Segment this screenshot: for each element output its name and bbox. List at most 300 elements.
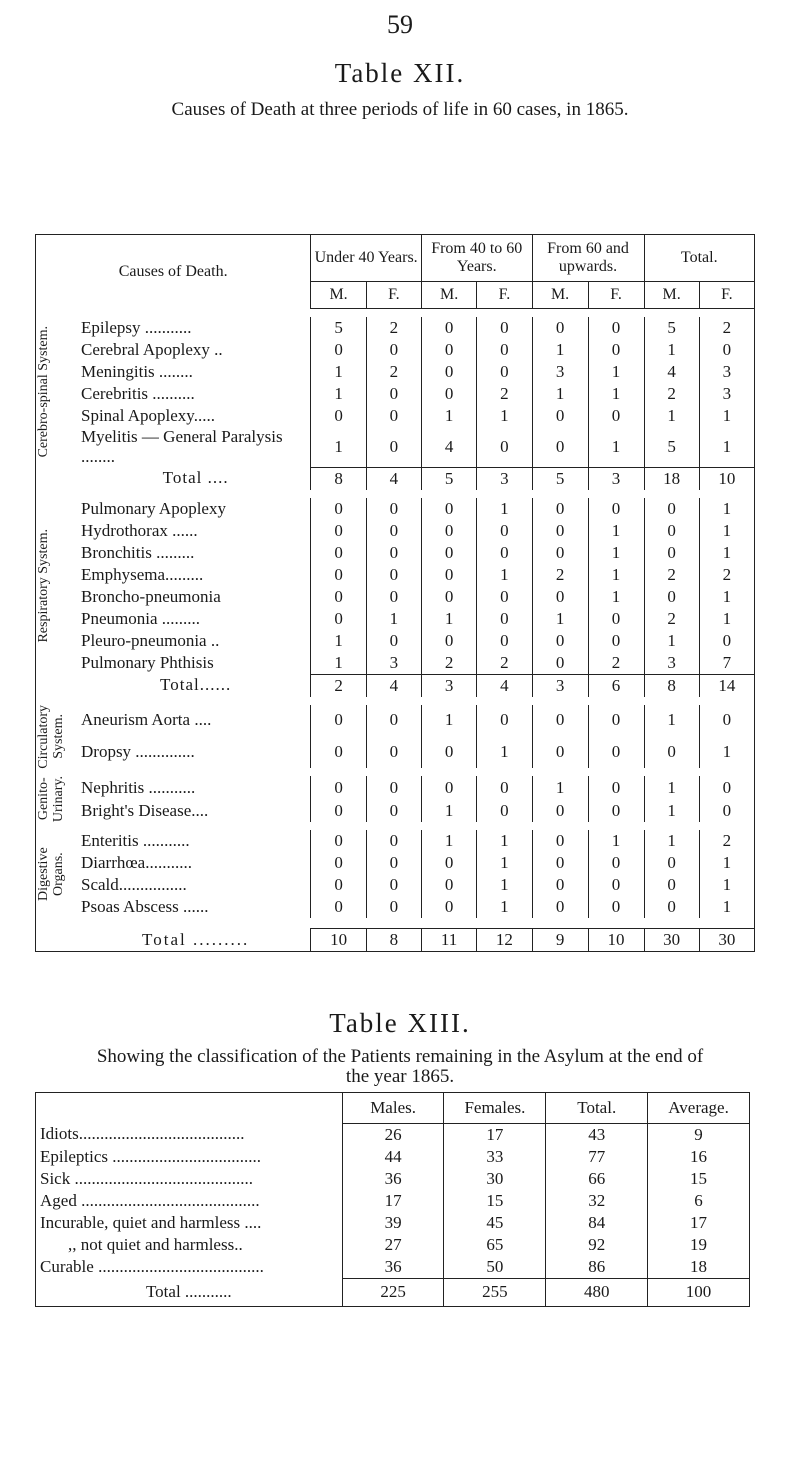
cell-value: 0 bbox=[311, 830, 367, 852]
cell-value: 0 bbox=[588, 498, 644, 520]
cell-value: 1 bbox=[477, 405, 532, 427]
group-total-value: 4 bbox=[477, 674, 532, 697]
group-total-value: 2 bbox=[311, 674, 367, 697]
cell-value: 32 bbox=[546, 1190, 648, 1212]
spacer-row bbox=[36, 822, 755, 830]
cell-value: 2 bbox=[477, 652, 532, 675]
cause-label: Diarrhœa........... bbox=[81, 852, 311, 874]
table-row bbox=[36, 630, 755, 652]
cell-value: 0 bbox=[366, 498, 421, 520]
cell-value: 0 bbox=[477, 608, 532, 630]
cell-value: 0 bbox=[532, 705, 588, 737]
cell-value: 0 bbox=[366, 874, 421, 896]
cell-value: 1 bbox=[532, 383, 588, 405]
table-row bbox=[36, 852, 755, 874]
group-total-value: 3 bbox=[421, 674, 476, 697]
cell-value: 1 bbox=[588, 427, 644, 467]
cell-value: 92 bbox=[546, 1234, 648, 1256]
cell-value: 0 bbox=[366, 776, 421, 799]
cell-value: 1 bbox=[421, 830, 476, 852]
cell-value: 0 bbox=[366, 427, 421, 467]
column-header: Average. bbox=[648, 1093, 750, 1124]
cell-value: 0 bbox=[644, 896, 699, 918]
cause-label: Nephritis ........... bbox=[81, 776, 311, 799]
cell-value: 0 bbox=[311, 896, 367, 918]
cell-value: 0 bbox=[311, 799, 367, 822]
cell-value: 1 bbox=[421, 608, 476, 630]
cell-value: 1 bbox=[644, 339, 699, 361]
cell-value: 0 bbox=[532, 736, 588, 768]
cell-value: 86 bbox=[546, 1256, 648, 1279]
cell-value: 0 bbox=[532, 874, 588, 896]
cell-value: 1 bbox=[699, 874, 754, 896]
cell-value: 0 bbox=[644, 874, 699, 896]
cause-label: Pulmonary Apoplexy bbox=[81, 498, 311, 520]
cell-value: 1 bbox=[699, 405, 754, 427]
table-row bbox=[36, 1212, 750, 1234]
table-row bbox=[36, 1234, 750, 1256]
cell-value: 0 bbox=[366, 705, 421, 737]
spacer-row bbox=[36, 490, 755, 498]
group-total-value: 5 bbox=[421, 467, 476, 490]
total-value: 480 bbox=[546, 1278, 648, 1307]
column-header: Females. bbox=[444, 1093, 546, 1124]
cell-value: 0 bbox=[532, 586, 588, 608]
cause-label: Bronchitis ......... bbox=[81, 542, 311, 564]
table-row bbox=[36, 1190, 750, 1212]
group-total-value: 8 bbox=[311, 467, 367, 490]
cell-value: 0 bbox=[421, 630, 476, 652]
group-total-value: 3 bbox=[477, 467, 532, 490]
cell-value: 0 bbox=[421, 896, 476, 918]
female-header: F. bbox=[477, 282, 532, 309]
cell-value: 0 bbox=[532, 799, 588, 822]
cell-value: 1 bbox=[311, 361, 367, 383]
row-label: Curable ....................................... bbox=[36, 1256, 343, 1279]
cause-label: Dropsy .............. bbox=[81, 736, 311, 768]
cell-value: 1 bbox=[477, 736, 532, 768]
cell-value: 0 bbox=[366, 339, 421, 361]
group-total-value: 18 bbox=[644, 467, 699, 490]
table-xii bbox=[35, 234, 755, 952]
cell-value: 0 bbox=[588, 317, 644, 339]
period-header: Total. bbox=[644, 235, 755, 282]
cause-label: Cerebral Apoplexy .. bbox=[81, 339, 311, 361]
group-total-value: 4 bbox=[366, 467, 421, 490]
male-header: M. bbox=[421, 282, 476, 309]
group-total-value: 3 bbox=[532, 674, 588, 697]
cell-value: 0 bbox=[477, 317, 532, 339]
cell-value: 0 bbox=[311, 874, 367, 896]
cell-value: 2 bbox=[477, 383, 532, 405]
cell-value: 0 bbox=[421, 520, 476, 542]
cell-value: 0 bbox=[311, 339, 367, 361]
cell-value: 0 bbox=[477, 630, 532, 652]
table-row bbox=[36, 405, 755, 427]
cell-value: 0 bbox=[366, 830, 421, 852]
group-total-value: 6 bbox=[588, 674, 644, 697]
cell-value: 1 bbox=[644, 405, 699, 427]
cell-value: 18 bbox=[648, 1256, 750, 1279]
cell-value: 3 bbox=[532, 361, 588, 383]
cell-value: 0 bbox=[588, 405, 644, 427]
table13-subtitle-line2: the year 1865. bbox=[345, 1066, 455, 1087]
cell-value: 66 bbox=[546, 1168, 648, 1190]
cell-value: 0 bbox=[644, 852, 699, 874]
cell-value: 1 bbox=[421, 405, 476, 427]
table-row bbox=[36, 736, 755, 768]
cell-value: 27 bbox=[342, 1234, 444, 1256]
cell-value: 0 bbox=[366, 852, 421, 874]
cell-value: 0 bbox=[644, 498, 699, 520]
cell-value: 17 bbox=[342, 1190, 444, 1212]
cell-value: 15 bbox=[444, 1190, 546, 1212]
cell-value: 5 bbox=[644, 317, 699, 339]
grand-total-value: 30 bbox=[699, 929, 754, 952]
cell-value: 0 bbox=[366, 542, 421, 564]
cell-value: 3 bbox=[699, 383, 754, 405]
cell-value: 0 bbox=[366, 383, 421, 405]
cell-value: 0 bbox=[366, 405, 421, 427]
cell-value: 1 bbox=[532, 608, 588, 630]
cause-label: Pneumonia ......... bbox=[81, 608, 311, 630]
cell-value: 0 bbox=[532, 520, 588, 542]
cell-value: 0 bbox=[699, 339, 754, 361]
period-header: Under 40 Years. bbox=[311, 235, 422, 282]
cell-value: 0 bbox=[588, 608, 644, 630]
row-label: ,, not quiet and harmless.. bbox=[36, 1234, 343, 1256]
cell-value: 0 bbox=[311, 405, 367, 427]
cell-value: 1 bbox=[477, 852, 532, 874]
cell-value: 36 bbox=[342, 1168, 444, 1190]
cell-value: 0 bbox=[588, 776, 644, 799]
cell-value: 0 bbox=[588, 630, 644, 652]
cell-value: 43 bbox=[546, 1123, 648, 1146]
cell-value: 5 bbox=[311, 317, 367, 339]
cell-value: 33 bbox=[444, 1146, 546, 1168]
cause-label: Psoas Abscess ...... bbox=[81, 896, 311, 918]
table12-subtitle: Causes of Death at three periods of life in 60 cases, in 1865. bbox=[171, 99, 629, 120]
group-total-label: Total...... bbox=[81, 674, 311, 697]
cell-value: 0 bbox=[532, 896, 588, 918]
cause-label: Broncho-pneumonia bbox=[81, 586, 311, 608]
table12-title: Table XII. bbox=[334, 58, 466, 88]
cell-value: 2 bbox=[699, 317, 754, 339]
cause-label: Scald................ bbox=[81, 874, 311, 896]
cell-value: 0 bbox=[477, 339, 532, 361]
table-row bbox=[36, 361, 755, 383]
total-label: Total ........... bbox=[36, 1278, 343, 1307]
cell-value: 0 bbox=[532, 498, 588, 520]
cell-value: 0 bbox=[366, 630, 421, 652]
table-row bbox=[36, 498, 755, 520]
table-row bbox=[36, 799, 755, 822]
cell-value: 17 bbox=[444, 1123, 546, 1146]
table13-subtitle-line1: Showing the classification of the Patients remaining in the Asylum at the end of bbox=[96, 1046, 704, 1067]
cell-value: 0 bbox=[366, 736, 421, 768]
cell-value: 1 bbox=[588, 383, 644, 405]
cell-value: 0 bbox=[644, 586, 699, 608]
cause-label: Emphysema......... bbox=[81, 564, 311, 586]
cell-value: 1 bbox=[699, 608, 754, 630]
table-row bbox=[36, 776, 755, 799]
cell-value: 30 bbox=[444, 1168, 546, 1190]
cell-value: 0 bbox=[699, 799, 754, 822]
table-row bbox=[36, 383, 755, 405]
cell-value: 2 bbox=[421, 652, 476, 675]
table-xiii bbox=[35, 1092, 750, 1307]
cell-value: 0 bbox=[532, 652, 588, 675]
cell-value: 1 bbox=[588, 830, 644, 852]
grand-total-value: 9 bbox=[532, 929, 588, 952]
cell-value: 0 bbox=[588, 736, 644, 768]
cause-label: Spinal Apoplexy..... bbox=[81, 405, 311, 427]
cell-value: 0 bbox=[421, 874, 476, 896]
cause-label: Pleuro-pneumonia .. bbox=[81, 630, 311, 652]
row-label: Idiots....................................... bbox=[36, 1123, 343, 1146]
cell-value: 0 bbox=[588, 705, 644, 737]
grand-total-value: 10 bbox=[588, 929, 644, 952]
cell-value: 1 bbox=[644, 776, 699, 799]
cell-value: 1 bbox=[699, 427, 754, 467]
grand-total-value: 12 bbox=[477, 929, 532, 952]
cell-value: 1 bbox=[477, 896, 532, 918]
cell-value: 1 bbox=[477, 498, 532, 520]
table-row bbox=[36, 896, 755, 918]
period-header: From 40 to 60 Years. bbox=[421, 235, 532, 282]
grand-total-label: Total ......... bbox=[81, 929, 311, 952]
cell-value: 1 bbox=[699, 896, 754, 918]
cell-value: 0 bbox=[477, 776, 532, 799]
table13-title: Table XIII. bbox=[329, 1008, 471, 1038]
total-row bbox=[36, 1278, 750, 1307]
table-row bbox=[36, 542, 755, 564]
cell-value: 0 bbox=[421, 542, 476, 564]
cause-label: Pulmonary Phthisis bbox=[81, 652, 311, 675]
row-label: Aged .......................................... bbox=[36, 1190, 343, 1212]
cell-value: 2 bbox=[588, 652, 644, 675]
cell-value: 0 bbox=[588, 339, 644, 361]
cell-value: 0 bbox=[311, 705, 367, 737]
cause-label: Bright's Disease.... bbox=[81, 799, 311, 822]
cell-value: 2 bbox=[366, 317, 421, 339]
cell-value: 17 bbox=[648, 1212, 750, 1234]
total-value: 255 bbox=[444, 1278, 546, 1307]
cell-value: 2 bbox=[532, 564, 588, 586]
cell-value: 0 bbox=[477, 705, 532, 737]
cell-value: 0 bbox=[588, 852, 644, 874]
group-total-value: 3 bbox=[588, 467, 644, 490]
spacer-row bbox=[36, 768, 755, 776]
cell-value: 0 bbox=[699, 705, 754, 737]
cause-label: Cerebritis .......... bbox=[81, 383, 311, 405]
cell-value: 0 bbox=[421, 736, 476, 768]
cell-value: 2 bbox=[644, 564, 699, 586]
cell-value: 77 bbox=[546, 1146, 648, 1168]
cell-value: 0 bbox=[311, 498, 367, 520]
male-header: M. bbox=[532, 282, 588, 309]
group-total-value: 8 bbox=[644, 674, 699, 697]
cell-value: 3 bbox=[699, 361, 754, 383]
cell-value: 0 bbox=[366, 564, 421, 586]
cell-value: 1 bbox=[311, 427, 367, 467]
cell-value: 1 bbox=[477, 830, 532, 852]
cell-value: 1 bbox=[477, 874, 532, 896]
cell-value: 1 bbox=[311, 630, 367, 652]
cell-value: 1 bbox=[699, 498, 754, 520]
cell-value: 0 bbox=[588, 896, 644, 918]
cell-value: 0 bbox=[644, 736, 699, 768]
table-row bbox=[36, 608, 755, 630]
cell-value: 1 bbox=[699, 852, 754, 874]
cell-value: 0 bbox=[366, 520, 421, 542]
cell-value: 1 bbox=[311, 383, 367, 405]
column-header: Total. bbox=[546, 1093, 648, 1124]
grand-total-value: 8 bbox=[366, 929, 421, 952]
cell-value: 1 bbox=[699, 542, 754, 564]
cell-value: 2 bbox=[366, 361, 421, 383]
cell-value: 0 bbox=[311, 736, 367, 768]
cell-value: 0 bbox=[477, 799, 532, 822]
group-label: Digestive Organs. bbox=[36, 847, 66, 902]
table-row bbox=[36, 705, 755, 737]
cause-label: Hydrothorax ...... bbox=[81, 520, 311, 542]
cell-value: 0 bbox=[311, 586, 367, 608]
group-label: Circulatory System. bbox=[36, 704, 66, 769]
cell-value: 0 bbox=[366, 896, 421, 918]
group-label: Respiratory System. bbox=[36, 528, 51, 643]
female-header: F. bbox=[588, 282, 644, 309]
cell-value: 1 bbox=[477, 564, 532, 586]
table-row bbox=[36, 586, 755, 608]
cell-value: 1 bbox=[588, 586, 644, 608]
table-row bbox=[36, 1168, 750, 1190]
table-row bbox=[36, 1146, 750, 1168]
cell-value: 3 bbox=[366, 652, 421, 675]
cell-value: 1 bbox=[588, 361, 644, 383]
group-label: Genito-Urinary. bbox=[36, 776, 66, 823]
cell-value: 0 bbox=[477, 586, 532, 608]
cell-value: 1 bbox=[699, 520, 754, 542]
grand-total-value: 11 bbox=[421, 929, 476, 952]
cell-value: 0 bbox=[311, 564, 367, 586]
cell-value: 0 bbox=[532, 830, 588, 852]
causes-header: Causes of Death. bbox=[36, 235, 311, 309]
table-row bbox=[36, 427, 755, 467]
cell-value: 0 bbox=[311, 520, 367, 542]
cell-value: 0 bbox=[421, 383, 476, 405]
row-label: Epileptics ................................... bbox=[36, 1146, 343, 1168]
cell-value: 4 bbox=[421, 427, 476, 467]
cell-value: 84 bbox=[546, 1212, 648, 1234]
group-total-value: 14 bbox=[699, 674, 754, 697]
cell-value: 0 bbox=[477, 542, 532, 564]
group-label: Cerebro-spinal System. bbox=[36, 326, 51, 458]
cell-value: 0 bbox=[421, 564, 476, 586]
row-label: Sick .......................................... bbox=[36, 1168, 343, 1190]
cause-label: Enteritis ........... bbox=[81, 830, 311, 852]
cell-value: 1 bbox=[588, 564, 644, 586]
cell-value: 15 bbox=[648, 1168, 750, 1190]
cell-value: 0 bbox=[366, 586, 421, 608]
cell-value: 0 bbox=[311, 608, 367, 630]
group-total-value: 5 bbox=[532, 467, 588, 490]
column-header: Males. bbox=[342, 1093, 444, 1124]
cell-value: 1 bbox=[421, 799, 476, 822]
cell-value: 0 bbox=[421, 498, 476, 520]
cell-value: 0 bbox=[532, 630, 588, 652]
cell-value: 0 bbox=[532, 427, 588, 467]
cell-value: 0 bbox=[421, 776, 476, 799]
table-row bbox=[36, 520, 755, 542]
cell-value: 36 bbox=[342, 1256, 444, 1279]
cell-value: 6 bbox=[648, 1190, 750, 1212]
cause-label: Meningitis ........ bbox=[81, 361, 311, 383]
table-row bbox=[36, 564, 755, 586]
cell-value: 5 bbox=[644, 427, 699, 467]
cell-value: 0 bbox=[421, 586, 476, 608]
cell-value: 26 bbox=[342, 1123, 444, 1146]
group-total-label: Total .... bbox=[81, 467, 311, 490]
cell-value: 0 bbox=[532, 542, 588, 564]
cell-value: 0 bbox=[421, 852, 476, 874]
table-row bbox=[36, 339, 755, 361]
spacer-row bbox=[36, 309, 755, 318]
cell-value: 45 bbox=[444, 1212, 546, 1234]
cell-value: 0 bbox=[477, 520, 532, 542]
female-header: F. bbox=[699, 282, 754, 309]
row-label: Incurable, quiet and harmless .... bbox=[36, 1212, 343, 1234]
page-number: 59 bbox=[387, 10, 413, 39]
cell-value: 19 bbox=[648, 1234, 750, 1256]
group-total-value: 4 bbox=[366, 674, 421, 697]
cell-value: 0 bbox=[421, 317, 476, 339]
period-header: From 60 and upwards. bbox=[532, 235, 644, 282]
cell-value: 1 bbox=[699, 736, 754, 768]
cell-value: 0 bbox=[588, 874, 644, 896]
cell-value: 0 bbox=[311, 542, 367, 564]
cell-value: 2 bbox=[644, 383, 699, 405]
cell-value: 0 bbox=[311, 852, 367, 874]
total-value: 225 bbox=[342, 1278, 444, 1307]
cell-value: 1 bbox=[532, 776, 588, 799]
table-row bbox=[36, 830, 755, 852]
cause-label: Epilepsy ........... bbox=[81, 317, 311, 339]
cell-value: 0 bbox=[421, 361, 476, 383]
table-row bbox=[36, 1256, 750, 1279]
cell-value: 1 bbox=[421, 705, 476, 737]
table-row bbox=[36, 652, 755, 675]
cell-value: 16 bbox=[648, 1146, 750, 1168]
grand-total-value: 10 bbox=[311, 929, 367, 952]
cell-value: 0 bbox=[699, 630, 754, 652]
cell-value: 1 bbox=[366, 608, 421, 630]
cell-value: 0 bbox=[421, 339, 476, 361]
header-row bbox=[36, 1093, 750, 1124]
male-header: M. bbox=[644, 282, 699, 309]
cell-value: 2 bbox=[699, 564, 754, 586]
cell-value: 1 bbox=[644, 705, 699, 737]
cell-value: 4 bbox=[644, 361, 699, 383]
header-row bbox=[36, 235, 755, 282]
cell-value: 0 bbox=[699, 776, 754, 799]
cell-value: 1 bbox=[588, 542, 644, 564]
cause-label: Myelitis — General Paralysis ........ bbox=[81, 427, 311, 467]
cell-value: 3 bbox=[644, 652, 699, 675]
cell-value: 0 bbox=[532, 405, 588, 427]
cell-value: 0 bbox=[644, 520, 699, 542]
cell-value: 1 bbox=[644, 799, 699, 822]
